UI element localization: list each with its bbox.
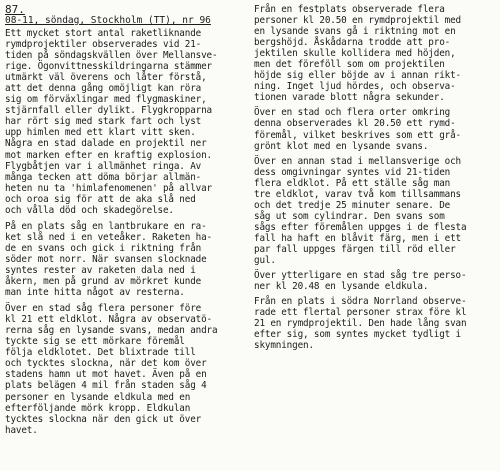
text-line: har rört sig med stark fart och lyst (5, 116, 202, 128)
text-line: att det denna gång omöjligt kan röra (5, 83, 202, 95)
text-line: och det tredje 25 minuter senare. De (254, 199, 451, 211)
text-line: Över en stad såg flera personer före (5, 303, 202, 315)
text-line: såg ut som cylindrar. Den svans som (254, 210, 445, 222)
right-paragraphs (254, 4, 497, 351)
text-line: upp himlen med ett klart vitt sken. (5, 127, 196, 139)
text-line: tycktes slockna när den gick ut över (5, 413, 202, 425)
document-number: 87. (5, 3, 25, 16)
text-line: efter sig, som syntes mycket tydligt i (254, 329, 461, 341)
text-line: tionen varade blott några sekunder. (254, 92, 445, 104)
text-line: tyckte sig se ett mörkare föremål (5, 336, 185, 348)
text-line: en lysande svans gå i riktning mot en (254, 26, 456, 38)
text-line: tre eldklot, varav två kom tillsammans (254, 188, 461, 200)
paragraph (5, 303, 248, 436)
text-line: ning. Inget ljud hördes, och observa- (254, 81, 456, 93)
text-line: flera eldklot. På ett ställe såg man (254, 177, 451, 189)
text-line: ner kl 20.48 en lysande eldkula. (254, 281, 429, 293)
text-line: men det föreföll som om projektilen (254, 59, 445, 71)
text-line: rige. Ögonvittnesskildringarna stämmer (5, 61, 212, 73)
text-line: många tecken att döma börjar allmän- (5, 171, 202, 183)
text-line: bergshöjd. Åskådarna trodde att pro- (254, 37, 451, 49)
telegram-header: 08-11, söndag, Stockholm (TT), nr 96 (5, 15, 211, 26)
text-line: sågs efter föremålen uppges i de flesta (254, 221, 467, 233)
text-line: ket slå ned i en veteåker. Raketen ha- (5, 231, 212, 243)
text-line: personer kl 20.50 en rymdprojektil med (254, 15, 461, 27)
text-line: jektilen skulle kollidera med höjden, (254, 48, 456, 60)
text-line: följa eldklotet. Det blixtrade till (5, 347, 196, 359)
text-line: par fall uppges färgen till röd eller (254, 243, 456, 255)
paragraph (254, 296, 497, 351)
text-line: fall ha haft en blåvit färg, men i ett (254, 232, 461, 244)
text-line: tiden på söndagskvällen över Mellansve- (5, 50, 218, 62)
text-line: Från en plats i södra Norrland observe- (254, 296, 467, 308)
text-line: Ett mycket stort antal raketliknande (5, 28, 202, 39)
text-line: personer en lysande eldkula med en (5, 391, 191, 403)
paragraph (254, 156, 497, 266)
text-line: skymningen. (254, 340, 314, 352)
text-line: rerna såg en lysande svans, medan andra (5, 325, 218, 337)
paragraph (5, 221, 248, 298)
text-line: havet. (5, 424, 38, 436)
text-line: de en svans och gick i riktning från (5, 242, 202, 254)
paragraph (254, 107, 497, 151)
paragraph (5, 28, 248, 216)
text-line: och oroa sig för att de aka slå ned (5, 193, 196, 205)
text-line: Över en annan stad i mellansverige och (254, 155, 461, 167)
text-line: syntes rester av raketen dala ned i (5, 264, 196, 276)
paragraph (254, 270, 497, 292)
text-line: plats belägen 4 mil från staden såg 4 (5, 380, 207, 392)
text-line: söder mot norr. När svansen slocknade (5, 253, 207, 265)
text-line: mot marken efter en kraftig explosion. (5, 149, 212, 161)
text-line: Över ytterligare en stad såg tre perso- (254, 270, 467, 282)
left-paragraphs (5, 28, 248, 436)
text-line: sig om förväxlingar med flygmaskiner, (5, 94, 207, 106)
text-line: rade ett flertal personer strax före kl (254, 307, 467, 319)
text-line: Över en stad och flera orter omkring (254, 107, 451, 119)
right-column (254, 4, 497, 355)
text-line: höjde sig eller böjde av i annan rikt- (254, 70, 461, 82)
text-line: denna observerades kl 20.50 ett rymd- (254, 118, 456, 130)
text-line: På en plats såg en lantbrukare en ra- (5, 220, 207, 232)
text-line: 21 en rymdprojektil. Den hade lång svan (254, 318, 467, 330)
text-line: rymdprojektiler observerades vid 21- (5, 39, 202, 51)
text-line: dess omgivningar syntes vid 21-tiden (254, 166, 451, 178)
text-line: efterföljande mörk kropp. Eldkulan (5, 402, 191, 414)
text-line: gul. (254, 255, 276, 267)
text-line: kl 21 ett eldklot. Några av observatö- (5, 314, 212, 326)
text-line: och vålla död och skadegörelse. (5, 204, 174, 216)
text-line: utmärkt väl överens och låter förstå, (5, 72, 207, 84)
text-line: man inte hitta något av resterna. (5, 287, 185, 299)
text-line: och tycktes slockna, när det kom över (5, 358, 207, 370)
text-line: heten nu ta 'himlafenomenen' på allvar (5, 182, 212, 194)
text-line: Från en festplats observerade flera (254, 4, 445, 15)
text-line: Flygbåtjen var i allmänhet ringa. Av (5, 160, 202, 172)
text-line: åkern, men på grund av mörkret kunde (5, 276, 202, 288)
text-line: stjärnfall eller dylikt. Flygkropparna (5, 105, 212, 117)
text-line: föremål, vilket beskrives som ett grå- (254, 129, 461, 141)
paragraph (254, 4, 497, 103)
text-line: grönt klot med en lysande svans. (254, 140, 429, 152)
text-line: stadens hamn ut mot havet. Även på en (5, 369, 207, 381)
text-line: Några en stad dalade en projektil ner (5, 138, 207, 150)
left-column (5, 4, 248, 441)
